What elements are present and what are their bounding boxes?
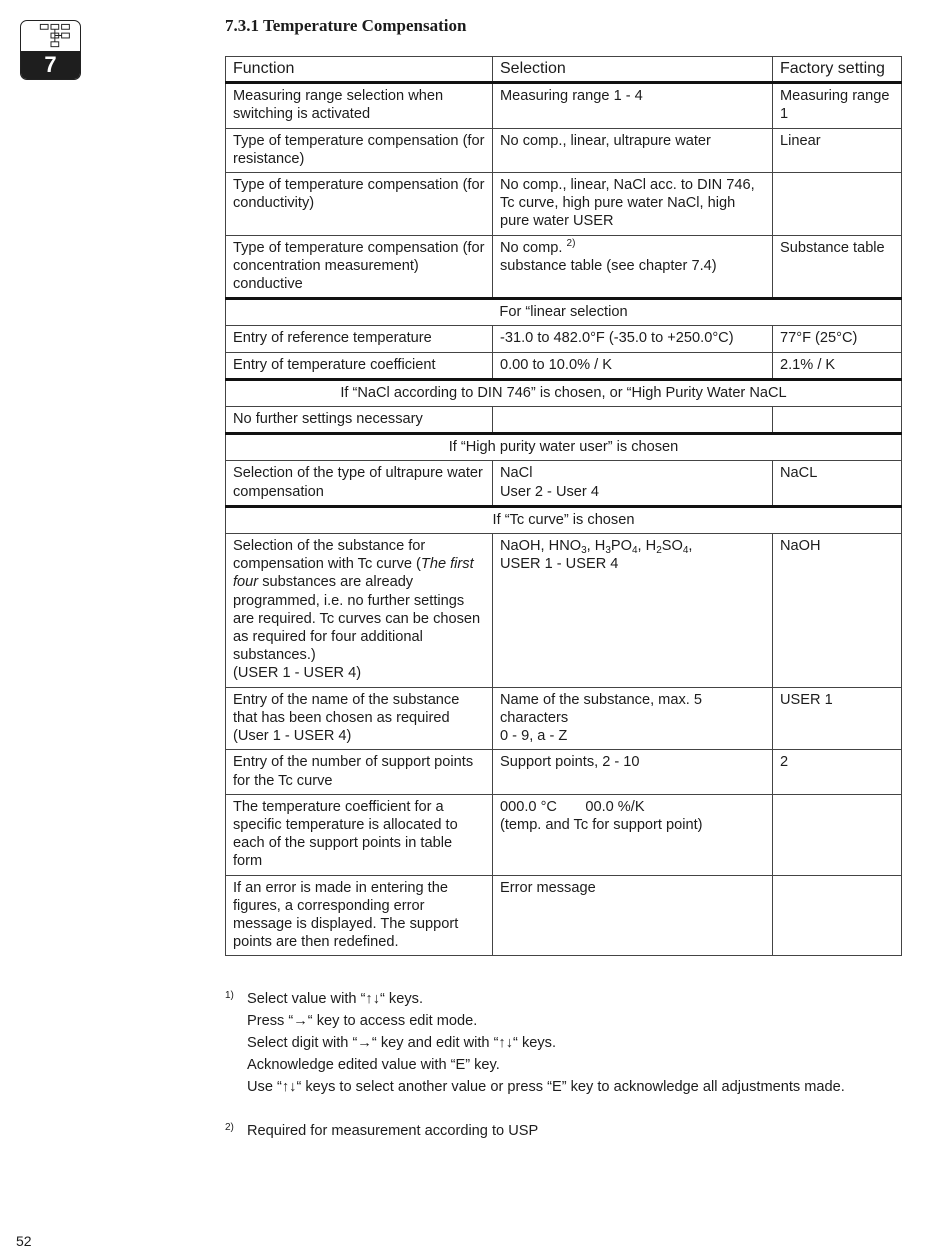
- table-row: [226, 83, 902, 128]
- table-row: [226, 794, 902, 875]
- selection-text: 000.0 °C 00.0 %/K: [500, 798, 645, 815]
- formula-text: ,: [688, 538, 693, 555]
- selection-cell: [493, 407, 773, 434]
- selection-cell: [493, 794, 773, 875]
- table-row: [226, 173, 902, 236]
- selection-text: (temp. and Tc for support point): [500, 816, 703, 833]
- temperature-compensation-table: [225, 56, 902, 956]
- function-text: (USER 1 - USER 4): [233, 665, 362, 682]
- selection-cell: -31.0 to 482.0°F (-35.0 to +250.0°C): [493, 326, 773, 352]
- selection-cell: [493, 461, 773, 506]
- table-row: [226, 534, 902, 688]
- function-italic-text: The first four: [233, 556, 474, 591]
- function-cell: Entry of the number of support points for the Tc curve: [226, 750, 493, 794]
- column-header-factory-setting: Factory setting: [773, 57, 902, 83]
- factory-setting-cell: [773, 875, 902, 956]
- footnote-ref: 2): [566, 237, 576, 249]
- selection-text: User 2 - User 4: [500, 483, 599, 500]
- column-header-function: Function: [226, 57, 493, 83]
- table-row: [226, 352, 902, 379]
- formula-subscript: 3: [605, 545, 611, 557]
- formula-subscript: 2: [656, 545, 662, 557]
- factory-setting-cell: [773, 173, 902, 236]
- chapter-number: 7: [21, 51, 80, 79]
- selection-text: USER 1 - USER 4: [500, 556, 619, 573]
- selection-text: substance table (see chapter 7.4): [500, 257, 717, 274]
- table-row: [226, 750, 902, 794]
- table-row: [226, 461, 902, 506]
- column-header-selection: Selection: [493, 57, 773, 83]
- footnote-line: Use “↑↓“ keys to select another value or press “E” key to acknowledge all adjustments made.: [247, 1079, 845, 1095]
- selection-cell: [493, 235, 773, 299]
- footnote-line: Required for measurement according to USP: [247, 1123, 539, 1139]
- factory-setting-cell: NaOH: [773, 534, 902, 688]
- selection-cell: Error message: [493, 875, 773, 956]
- function-cell: Type of temperature compensation (for resistance): [226, 128, 493, 172]
- footnotes: [225, 988, 915, 1142]
- selection-cell: [493, 534, 773, 688]
- function-cell: Entry of reference temperature: [226, 326, 493, 352]
- section-title: 7.3.1 Temperature Compensation: [225, 16, 467, 35]
- table-row: [226, 326, 902, 352]
- function-cell: Type of temperature compensation (for conductivity): [226, 173, 493, 236]
- function-cell: Entry of temperature coefficient: [226, 352, 493, 379]
- table-row: [226, 407, 902, 434]
- formula-text: SO: [661, 538, 683, 555]
- tc-curve-heading: If “Tc curve” is chosen: [226, 506, 902, 533]
- table-row: [226, 687, 902, 750]
- formula-subscript: 3: [581, 545, 587, 557]
- factory-setting-cell: 2.1% / K: [773, 352, 902, 379]
- nacl-heading: If “NaCl according to DIN 746” is chosen, or “High Purity Water NaCL: [226, 379, 902, 406]
- function-text: substances are already programmed, i.e. no further settings are required. Tc curves can be chosen as required for four additional substances.): [233, 574, 481, 664]
- footnote-line: Select digit with “→“ key and edit with “↑↓“ keys.: [247, 1035, 557, 1051]
- section-heading-row: [226, 434, 902, 461]
- function-cell: Type of temperature compensation (for concentration measurement) conductive: [226, 235, 493, 299]
- formula-subscript: 4: [682, 545, 689, 557]
- function-cell: The temperature coefficient for a specific temperature is allocated to each of the support points in table form: [226, 794, 493, 875]
- factory-setting-cell: Substance table: [773, 235, 902, 299]
- formula-text: , H: [586, 538, 606, 555]
- high-purity-water-heading: If “High purity water user” is chosen: [226, 434, 902, 461]
- selection-cell: 0.00 to 10.0% / K: [493, 352, 773, 379]
- formula-text: NaOH, HNO: [500, 538, 582, 555]
- function-cell: Selection of the type of ultrapure water compensation: [226, 461, 493, 506]
- section-heading-row: [226, 379, 902, 406]
- footnote-line: Press “→“ key to access edit mode.: [247, 1013, 478, 1029]
- selection-text: NaCl: [500, 465, 533, 482]
- footnote-line: Select value with “↑↓“ keys.: [247, 991, 423, 1007]
- footnote-line: Acknowledge edited value with “E” key.: [247, 1057, 500, 1073]
- section-heading-row: [226, 299, 902, 326]
- selection-text: 0 - 9, a - Z: [500, 728, 568, 745]
- function-cell: No further settings necessary: [226, 407, 493, 434]
- factory-setting-cell: [773, 407, 902, 434]
- linear-selection-heading: For “linear selection: [226, 299, 902, 326]
- selection-cell: No comp., linear, ultrapure water: [493, 128, 773, 172]
- formula-subscript: 4: [631, 545, 638, 557]
- factory-setting-cell: Linear: [773, 128, 902, 172]
- factory-setting-cell: Measuring range 1: [773, 83, 902, 128]
- section-heading-row: [226, 506, 902, 533]
- factory-setting-cell: [773, 794, 902, 875]
- chapter-badge: [20, 20, 81, 80]
- footnote-mark: 1): [225, 990, 234, 1001]
- selection-cell: [493, 687, 773, 750]
- selection-cell: Measuring range 1 - 4: [493, 83, 773, 128]
- function-cell: If an error is made in entering the figures, a corresponding error message is displayed. The support points are then redefined.: [226, 875, 493, 956]
- page-number: 52: [16, 1233, 32, 1249]
- function-text: Selection of the substance for compensation with Tc curve (: [233, 538, 426, 573]
- function-cell: Entry of the name of the substance that has been chosen as required (User 1 - USER 4): [226, 687, 493, 750]
- selection-cell: Support points, 2 - 10: [493, 750, 773, 794]
- table-row: [226, 128, 902, 172]
- selection-text: Name of the substance, max. 5 characters: [500, 691, 702, 726]
- menu-tree-icon: [21, 21, 80, 52]
- table-header-row: [226, 57, 902, 83]
- formula-text: PO: [610, 538, 632, 555]
- factory-setting-cell: 2: [773, 750, 902, 794]
- function-cell: Measuring range selection when switching is activated: [226, 83, 493, 128]
- table-row: [226, 235, 902, 299]
- selection-text: No comp.: [500, 239, 563, 256]
- selection-cell: No comp., linear, NaCl acc. to DIN 746, Tc curve, high pure water NaCl, high pure water USER: [493, 173, 773, 236]
- factory-setting-cell: USER 1: [773, 687, 902, 750]
- formula-text: , H: [637, 538, 657, 555]
- footnote-1: [225, 988, 915, 1098]
- footnote-mark: 2): [225, 1122, 234, 1133]
- table-row: [226, 875, 902, 956]
- function-cell: [226, 534, 493, 688]
- factory-setting-cell: NaCL: [773, 461, 902, 506]
- footnote-2: [225, 1120, 915, 1142]
- factory-setting-cell: 77°F (25°C): [773, 326, 902, 352]
